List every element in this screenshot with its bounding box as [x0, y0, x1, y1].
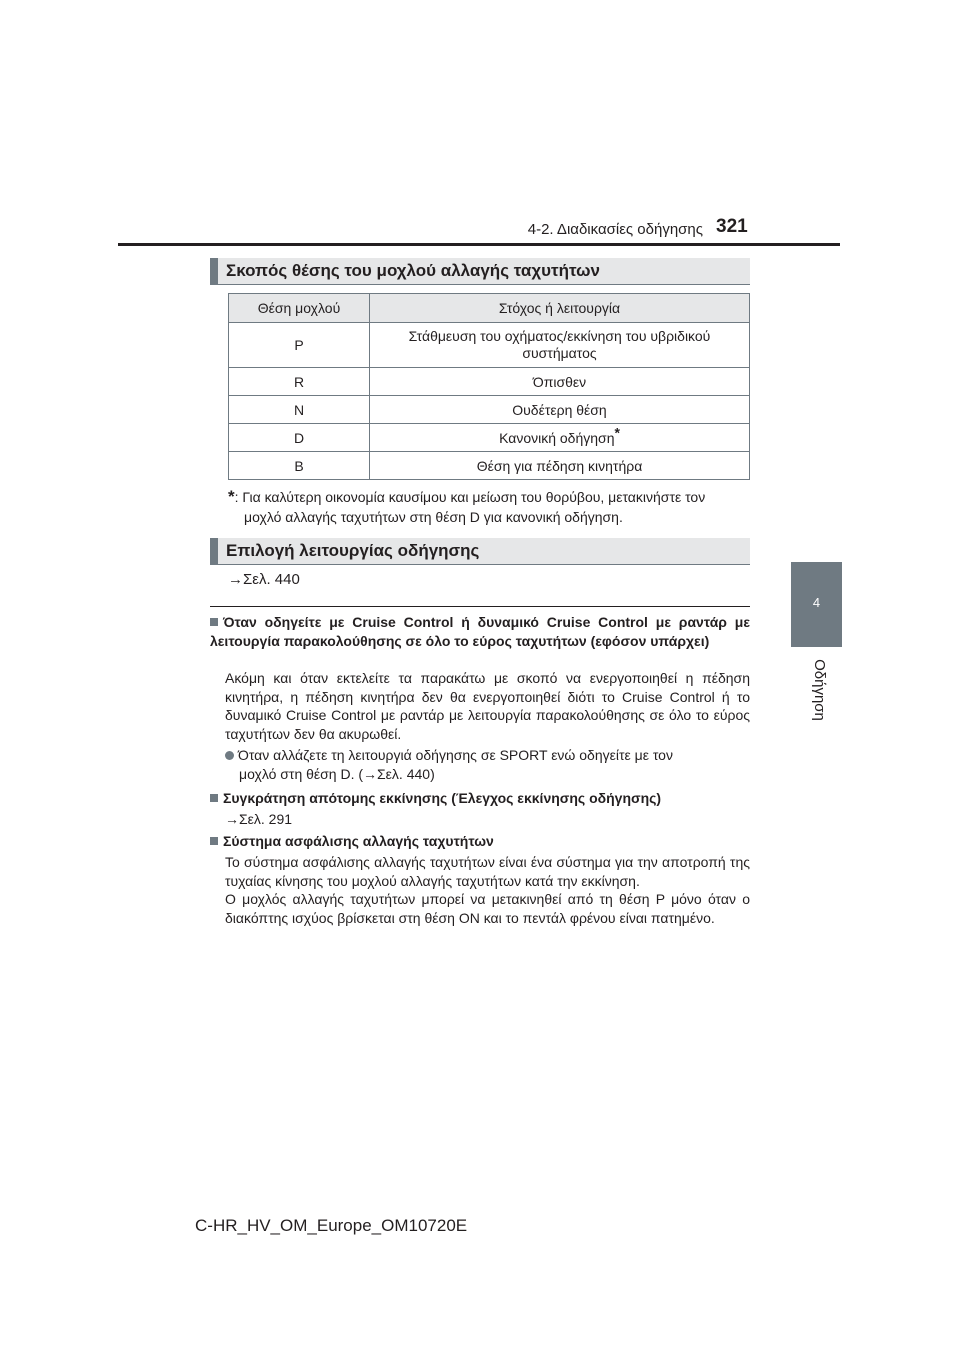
- document-footer: C-HR_HV_OM_Europe_OM10720E: [195, 1216, 468, 1235]
- table-row: [229, 424, 750, 452]
- note-title-start-control: [210, 789, 750, 808]
- chapter-number: 4: [812, 595, 821, 610]
- note-body-shift-lock: [210, 853, 750, 927]
- table-cell-function: Ουδέτερη θέση: [370, 396, 750, 424]
- table-header-row: [229, 294, 750, 323]
- function-text: Κανονική οδήγηση: [499, 429, 615, 446]
- table-footnote: [228, 487, 753, 527]
- section-title-text: Σκοπός θέσης του μοχλού αλλαγής ταχυτήτων: [226, 261, 600, 280]
- note-item-line2: μοχλό στη θέση D. (→Σελ. 440): [239, 765, 435, 782]
- page-reference: →Σελ. 291: [225, 811, 293, 827]
- table-cell-position: R: [229, 368, 370, 396]
- note-title-text: Όταν οδηγείτε με Cruise Control ή δυναμικό Cruise Control με ραντάρ με λειτουργία παρακολούθησης σε όλο το εύρος ταχυτήτων (εφόσον υπάρχει): [210, 614, 750, 649]
- page-number: 321: [716, 216, 748, 237]
- square-bullet-icon: [210, 794, 218, 802]
- table-row: [229, 396, 750, 424]
- table-cell-function: Θέση για πέδηση κινητήρα: [370, 452, 750, 480]
- shift-position-table: [228, 293, 750, 480]
- section-title-text: Επιλογή λειτουργίας οδήγησης: [226, 541, 480, 560]
- note-body-paragraph: Ο μοχλός αλλαγής ταχυτήτων μπορεί να μετακινηθεί από τη θέση P μόνο όταν ο διακόπτης ισχύος βρίσκεται στη θέση ON και το πεντάλ φρένου είναι πατημένο.: [225, 891, 750, 926]
- header-divider: [118, 243, 840, 246]
- page-reference: →Σελ. 440: [228, 571, 300, 588]
- note-title-text: Σύστημα ασφάλισης αλλαγής ταχυτήτων: [223, 833, 494, 849]
- note-title-text: Συγκράτηση απότομης εκκίνησης (Έλεγχος εκκίνησης οδήγησης): [223, 790, 662, 806]
- note-body-cruise: Ακόμη και όταν εκτελείτε τα παρακάτω με σκοπό να ενεργοποιηθεί η πέδηση κινητήρα, η πέδηση κινητήρα δεν θα ενεργοποιηθεί διότι το Cruise Control ή το δυναμικό Cruise Control με ραντάρ με λειτουργία παρακολούθησης σε όλο το εύρος ταχυτήτων δεν θα ακυρωθεί.: [225, 670, 750, 742]
- chapter-label: Οδήγηση: [811, 659, 828, 721]
- table-cell-position: B: [229, 452, 370, 480]
- table-row: [229, 323, 750, 368]
- column-header-position: Θέση μοχλού: [229, 294, 370, 323]
- section-title-drive-mode: [210, 538, 750, 565]
- section-heading: 4-2. Διαδικασίες οδήγησης: [527, 221, 703, 238]
- table-cell-function: Όπισθεν: [370, 368, 750, 396]
- section-title-shift-position: [210, 258, 750, 285]
- footnote-line1: : Για καλύτερη οικονομία καυσίμου και μείωση του θορύβου, μετακινήστε τον: [234, 489, 706, 505]
- section-divider: [210, 606, 750, 607]
- square-bullet-icon: [210, 837, 218, 845]
- circle-bullet-icon: [225, 751, 234, 760]
- square-bullet-icon: [210, 618, 218, 626]
- note-body-paragraph: Το σύστημα ασφάλισης αλλαγής ταχυτήτων είναι ένα σύστημα για την αποτροπή της τυχαίας κίνησης του μοχλού αλλαγής ταχυτήτων κατά την εκκίνηση.: [225, 854, 750, 889]
- note-title-cruise: [210, 613, 750, 650]
- table-row: [229, 452, 750, 480]
- table-row: [229, 368, 750, 396]
- chapter-tab: [791, 562, 842, 647]
- note-title-shift-lock: [210, 832, 750, 851]
- note-item-sport: [210, 746, 750, 783]
- table-cell-function: Στάθμευση του οχήματος/εκκίνηση του υβριδικού συστήματος: [370, 323, 750, 368]
- table-cell-position: D: [229, 424, 370, 452]
- footnote-line2: μοχλό αλλαγής ταχυτήτων στη θέση D για κανονική οδήγηση.: [244, 509, 623, 525]
- footnote-mark: *: [614, 423, 620, 440]
- table-cell-position: N: [229, 396, 370, 424]
- footnote-star: *: [228, 487, 235, 506]
- note-item-line1: Όταν αλλάζετε τη λειτουργιά οδήγησης σε SPORT ενώ οδηγείτε με τον: [238, 747, 673, 763]
- table-cell-position: P: [229, 323, 370, 368]
- table-cell-function: [370, 424, 750, 452]
- column-header-function: Στόχος ή λειτουργία: [370, 294, 750, 323]
